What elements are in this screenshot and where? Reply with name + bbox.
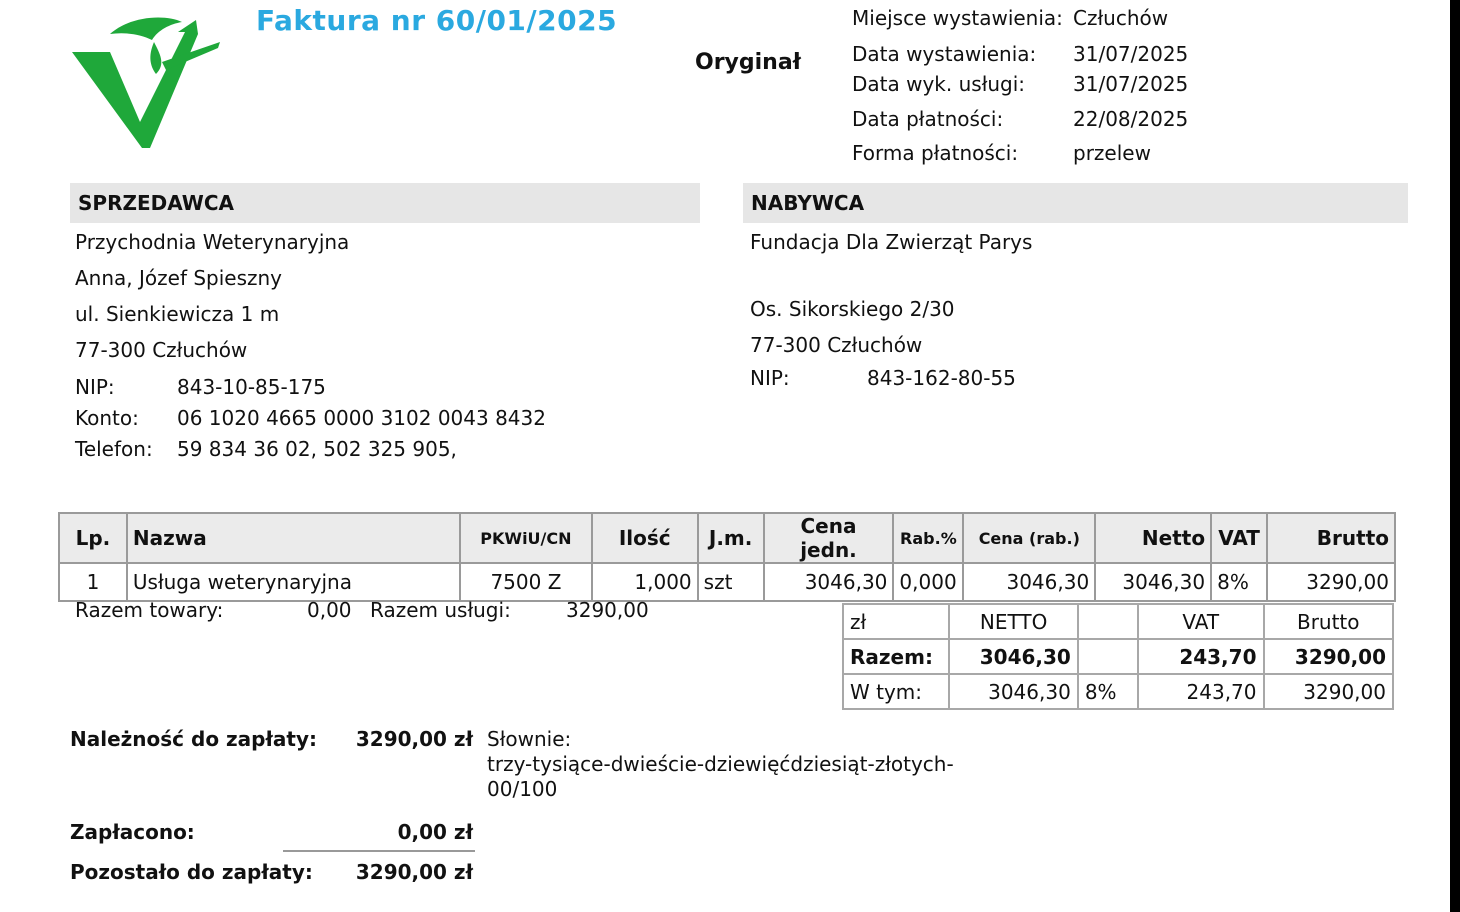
sum-col-currency: zł (843, 604, 949, 639)
sum-total-label: Razem: (843, 639, 949, 674)
seller-account: 06 1020 4665 0000 3102 0043 8432 (177, 406, 546, 430)
remaining-amount: 3290,00 zł (355, 860, 473, 884)
row-unit-price: 3046,30 (764, 563, 894, 601)
meta-value-place: Człuchów (1073, 6, 1169, 30)
seller-name1: Przychodnia Weterynaryjna (75, 230, 350, 254)
seller-street: ul. Sienkiewicza 1 m (75, 302, 280, 326)
meta-label-place: Miejsce wystawienia: (852, 6, 1063, 30)
sum-col-vat: VAT (1138, 604, 1263, 639)
goods-total-label: Razem towary: (75, 598, 224, 622)
buyer-city: 77-300 Człuchów (750, 333, 923, 357)
sum-total-vat: 243,70 (1138, 639, 1263, 674)
col-vat: VAT (1211, 513, 1267, 563)
meta-value-issue-date: 31/07/2025 (1073, 42, 1189, 66)
col-net: Netto (1095, 513, 1211, 563)
col-discount: Rab.% (893, 513, 963, 563)
row-qty: 1,000 (592, 563, 698, 601)
sum-incl-gross: 3290,00 (1264, 674, 1394, 709)
row-gross: 3290,00 (1267, 563, 1395, 601)
row-name: Usługa weterynaryjna (127, 563, 460, 601)
sum-total-gross: 3290,00 (1264, 639, 1394, 674)
sum-col-net: NETTO (949, 604, 1077, 639)
seller-phone-label: Telefon: (75, 437, 153, 461)
sum-incl-vat: 243,70 (1138, 674, 1263, 709)
col-qty: Ilość (592, 513, 698, 563)
sum-total-rate (1078, 639, 1138, 674)
amount-due-label: Należność do zapłaty: (70, 727, 317, 751)
remaining-label: Pozostało do zapłaty: (70, 860, 313, 884)
items-header-row (59, 513, 1395, 563)
services-total-label: Razem usługi: (370, 598, 511, 622)
sum-col-gross: Brutto (1264, 604, 1394, 639)
row-vat: 8% (1211, 563, 1267, 601)
copy-label: Oryginał (695, 50, 801, 75)
goods-total: 0,00 (307, 598, 352, 622)
seller-city: 77-300 Człuchów (75, 338, 248, 362)
sum-incl-net: 3046,30 (949, 674, 1077, 709)
row-net: 3046,30 (1095, 563, 1211, 601)
amount-due: 3290,00 zł (355, 727, 473, 751)
col-pkwiu: PKWiU/CN (460, 513, 592, 563)
meta-label-payment-date: Data płatności: (852, 107, 1004, 131)
meta-label-issue-date: Data wystawienia: (852, 42, 1037, 66)
buyer-nip: 843-162-80-55 (867, 366, 1016, 390)
table-row (59, 563, 1395, 601)
meta-value-payment-date: 22/08/2025 (1073, 107, 1189, 131)
sum-incl-label: W tym: (843, 674, 949, 709)
sum-incl-rate: 8% (1078, 674, 1138, 709)
paid-label: Zapłacono: (70, 820, 195, 844)
words-line1: trzy-tysiące-dwieście-dziewięćdziesiąt-złotych- (487, 752, 954, 776)
items-table (58, 512, 1396, 602)
paid-divider (283, 850, 475, 852)
paid-amount: 0,00 zł (397, 820, 473, 844)
seller-phone: 59 834 36 02, 502 325 905, (177, 437, 457, 461)
seller-account-label: Konto: (75, 406, 139, 430)
col-unit: J.m. (698, 513, 764, 563)
seller-nip-label: NIP: (75, 375, 115, 399)
summary-total-row (843, 639, 1393, 674)
meta-label-service-date: Data wyk. usługi: (852, 72, 1026, 96)
col-name: Nazwa (127, 513, 460, 563)
seller-nip: 843-10-85-175 (177, 375, 326, 399)
row-discount: 0,000 (893, 563, 963, 601)
summary-header-row (843, 604, 1393, 639)
invoice-title: Faktura nr 60/01/2025 (256, 4, 618, 37)
buyer-street: Os. Sikorskiego 2/30 (750, 297, 955, 321)
buyer-name: Fundacja Dla Zwierząt Parys (750, 230, 1033, 254)
meta-label-payment-method: Forma płatności: (852, 141, 1019, 165)
words-label: Słownie: (487, 727, 572, 751)
row-unit: szt (698, 563, 764, 601)
summary-incl-row (843, 674, 1393, 709)
meta-value-payment-method: przelew (1073, 141, 1151, 165)
row-pkwiu: 7500 Z (460, 563, 592, 601)
vat-summary-table (842, 603, 1394, 710)
row-lp: 1 (59, 563, 127, 601)
col-lp: Lp. (59, 513, 127, 563)
col-gross: Brutto (1267, 513, 1395, 563)
col-price-disc: Cena (rab.) (963, 513, 1095, 563)
seller-name2: Anna, Józef Spieszny (75, 266, 283, 290)
seller-heading: SPRZEDAWCA (70, 183, 700, 223)
buyer-nip-label: NIP: (750, 366, 790, 390)
buyer-heading: NABYWCA (743, 183, 1408, 223)
clinic-logo-icon (70, 12, 222, 152)
meta-value-service-date: 31/07/2025 (1073, 72, 1189, 96)
words-line2: 00/100 (487, 777, 558, 801)
col-unit-price: Cena jedn. (764, 513, 894, 563)
row-price-disc: 3046,30 (963, 563, 1095, 601)
services-total: 3290,00 (566, 598, 649, 622)
sum-col-rate (1078, 604, 1138, 639)
sum-total-net: 3046,30 (949, 639, 1077, 674)
